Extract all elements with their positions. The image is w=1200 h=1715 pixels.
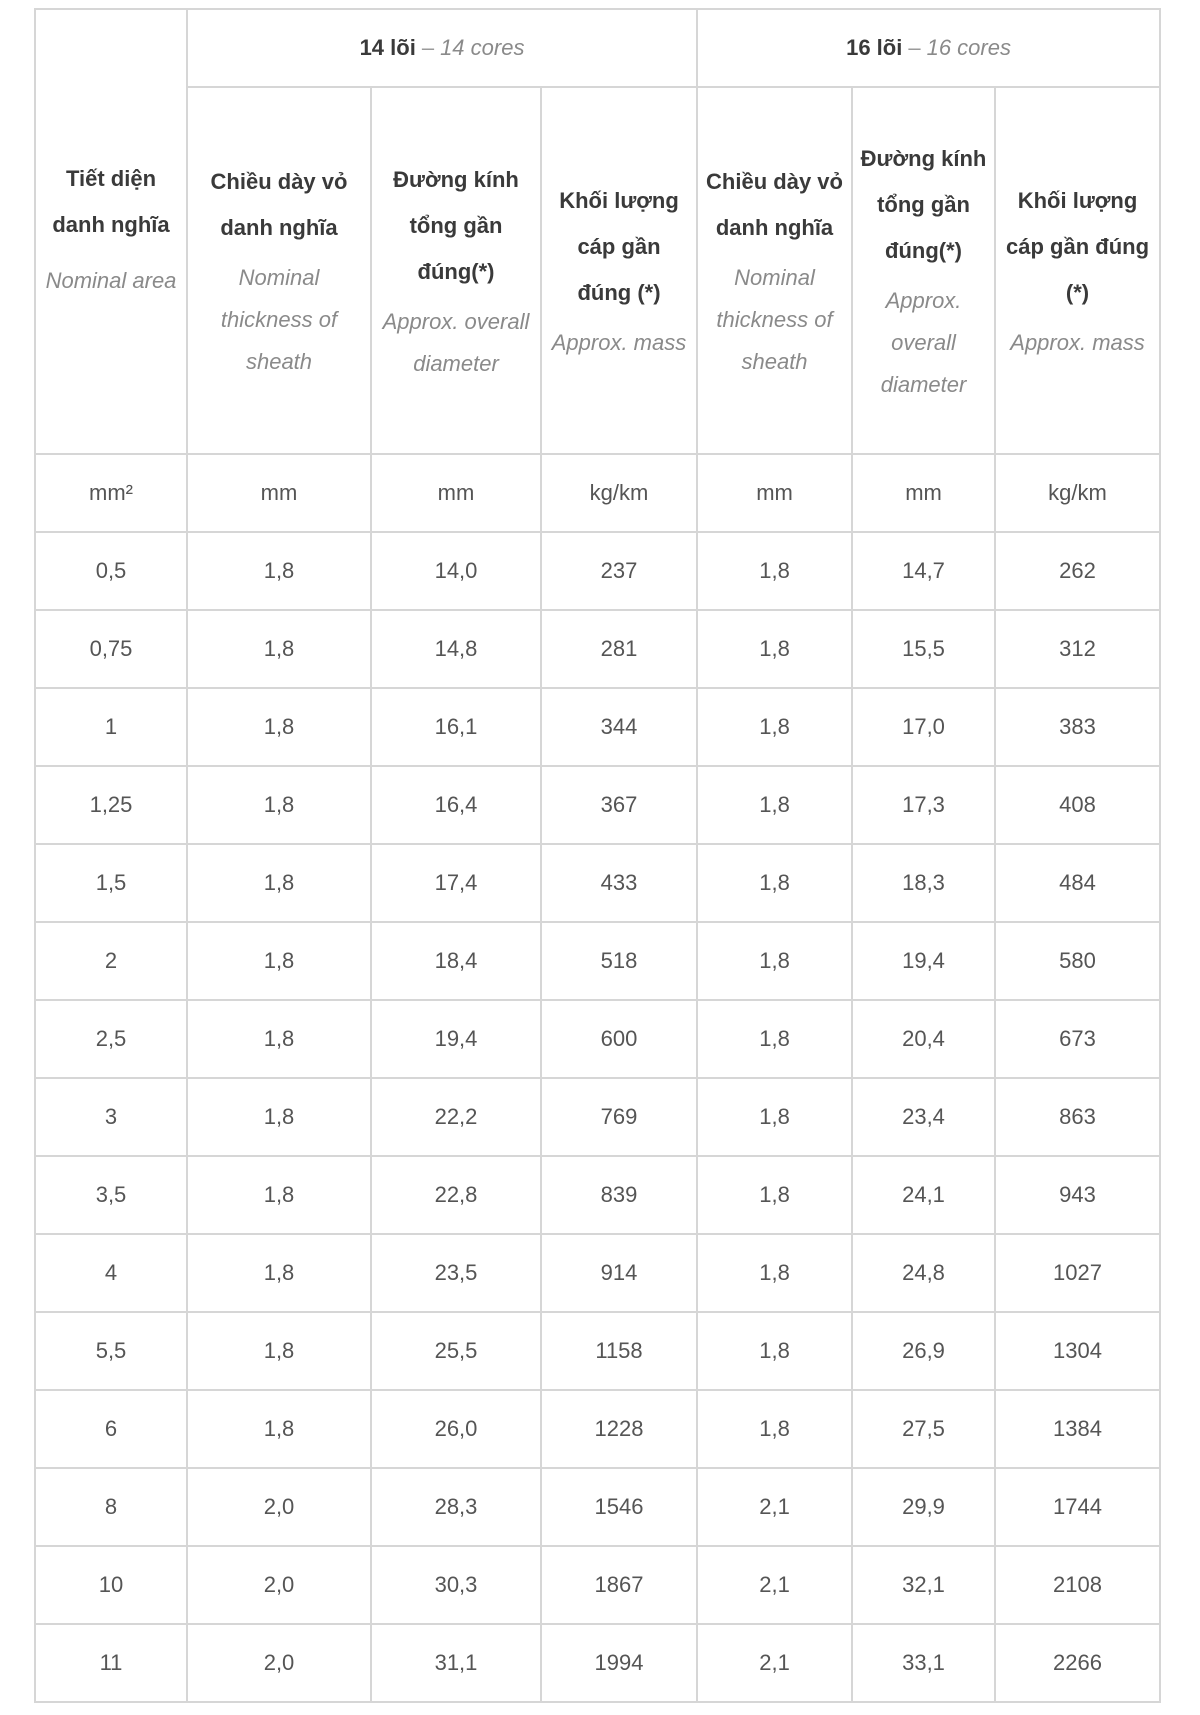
value-cell: 1,8: [697, 844, 852, 922]
value-cell: 32,1: [852, 1546, 995, 1624]
value-cell: 1546: [541, 1468, 697, 1546]
column-header-sheath-thickness-16: [697, 87, 852, 454]
column-label-vi: Đường kính tổng gần đúng(*): [393, 166, 519, 284]
units-row: [35, 454, 1160, 532]
value-cell: 367: [541, 766, 697, 844]
nominal-area-label-en: Nominal area: [45, 267, 177, 293]
value-cell: 1,8: [697, 1156, 852, 1234]
value-cell: 27,5: [852, 1390, 995, 1468]
nominal-area-label-vi: Tiết diện danh nghĩa: [52, 165, 170, 237]
table-row: [35, 1468, 1160, 1546]
value-cell: 14,7: [852, 532, 995, 610]
value-cell: 23,5: [371, 1234, 541, 1312]
value-cell: 2108: [995, 1546, 1160, 1624]
value-cell: 673: [995, 1000, 1160, 1078]
table-row: [35, 844, 1160, 922]
table-row: [35, 1390, 1160, 1468]
value-cell: 1,8: [187, 844, 371, 922]
value-cell: 1228: [541, 1390, 697, 1468]
column-header-overall-diameter-14: [371, 87, 541, 454]
value-cell: 2,1: [697, 1624, 852, 1702]
value-cell: 1,8: [187, 1390, 371, 1468]
value-cell: 26,0: [371, 1390, 541, 1468]
value-cell: 24,8: [852, 1234, 995, 1312]
column-label-vi: Chiều dày vỏ danh nghĩa: [210, 168, 348, 240]
value-cell: 1,8: [697, 922, 852, 1000]
nominal-area-cell: 3,5: [35, 1156, 187, 1234]
table-row: [35, 766, 1160, 844]
value-cell: 1158: [541, 1312, 697, 1390]
value-cell: 18,4: [371, 922, 541, 1000]
value-cell: 2,0: [187, 1624, 371, 1702]
table-row: [35, 1078, 1160, 1156]
unit-cell: mm: [371, 454, 541, 532]
group-16-label-en: 16 cores: [926, 35, 1011, 60]
value-cell: 30,3: [371, 1546, 541, 1624]
value-cell: 31,1: [371, 1624, 541, 1702]
value-cell: 344: [541, 688, 697, 766]
group-14-label-vi: 14 lõi: [359, 35, 416, 60]
value-cell: 33,1: [852, 1624, 995, 1702]
group-14-label-en: 14 cores: [440, 35, 525, 60]
cable-spec-table: [34, 8, 1161, 1703]
value-cell: 15,5: [852, 610, 995, 688]
value-cell: 408: [995, 766, 1160, 844]
nominal-area-cell: 1,25: [35, 766, 187, 844]
value-cell: 1,8: [187, 922, 371, 1000]
value-cell: 1,8: [697, 532, 852, 610]
nominal-area-cell: 5,5: [35, 1312, 187, 1390]
nominal-area-cell: 1: [35, 688, 187, 766]
value-cell: 17,3: [852, 766, 995, 844]
table-row: [35, 1234, 1160, 1312]
column-label-en: Nominal thickness of sheath: [716, 264, 833, 374]
value-cell: 22,8: [371, 1156, 541, 1234]
value-cell: 312: [995, 610, 1160, 688]
value-cell: 25,5: [371, 1312, 541, 1390]
nominal-area-cell: 6: [35, 1390, 187, 1468]
value-cell: 914: [541, 1234, 697, 1312]
nominal-area-cell: 4: [35, 1234, 187, 1312]
value-cell: 1,8: [697, 1000, 852, 1078]
nominal-area-cell: 2: [35, 922, 187, 1000]
value-cell: 17,4: [371, 844, 541, 922]
table-row: [35, 1546, 1160, 1624]
value-cell: 262: [995, 532, 1160, 610]
value-cell: 1,8: [697, 1390, 852, 1468]
value-cell: 1,8: [697, 688, 852, 766]
column-label-en: Approx. overall diameter: [382, 308, 530, 376]
column-header-overall-diameter-16: [852, 87, 995, 454]
value-cell: 18,3: [852, 844, 995, 922]
column-header-approx-mass-14: [541, 87, 697, 454]
group-header-16-cores: [697, 9, 1160, 87]
value-cell: 1,8: [697, 1078, 852, 1156]
value-cell: 484: [995, 844, 1160, 922]
value-cell: 281: [541, 610, 697, 688]
value-cell: 383: [995, 688, 1160, 766]
group-16-separator: –: [908, 35, 921, 60]
value-cell: 518: [541, 922, 697, 1000]
value-cell: 1744: [995, 1468, 1160, 1546]
value-cell: 1,8: [187, 1078, 371, 1156]
value-cell: 1,8: [187, 1000, 371, 1078]
column-label-en: Nominal thickness of sheath: [220, 264, 338, 374]
value-cell: 2266: [995, 1624, 1160, 1702]
column-header-approx-mass-16: [995, 87, 1160, 454]
value-cell: 1,8: [187, 1156, 371, 1234]
value-cell: 863: [995, 1078, 1160, 1156]
value-cell: 1,8: [187, 1312, 371, 1390]
nominal-area-cell: 0,5: [35, 532, 187, 610]
column-label-vi: Khối lượng cáp gần đúng (*): [1006, 187, 1150, 305]
table-row: [35, 1312, 1160, 1390]
value-cell: 22,2: [371, 1078, 541, 1156]
value-cell: 17,0: [852, 688, 995, 766]
column-label-en: Approx. overall diameter: [880, 287, 967, 397]
value-cell: 23,4: [852, 1078, 995, 1156]
column-label-en: Approx. mass: [1010, 329, 1145, 355]
value-cell: 19,4: [371, 1000, 541, 1078]
value-cell: 769: [541, 1078, 697, 1156]
nominal-area-cell: 2,5: [35, 1000, 187, 1078]
unit-cell: kg/km: [541, 454, 697, 532]
value-cell: 1,8: [187, 532, 371, 610]
value-cell: 1,8: [187, 766, 371, 844]
value-cell: 2,1: [697, 1468, 852, 1546]
column-header-sheath-thickness-14: [187, 87, 371, 454]
value-cell: 1,8: [187, 1234, 371, 1312]
table-row: [35, 1000, 1160, 1078]
value-cell: 14,8: [371, 610, 541, 688]
table-row: [35, 1624, 1160, 1702]
value-cell: 1304: [995, 1312, 1160, 1390]
value-cell: 19,4: [852, 922, 995, 1000]
value-cell: 1,8: [187, 610, 371, 688]
value-cell: 28,3: [371, 1468, 541, 1546]
column-label-vi: Chiều dày vỏ danh nghĩa: [706, 168, 843, 240]
value-cell: 1,8: [697, 1312, 852, 1390]
column-label-vi: Đường kính tổng gần đúng(*): [860, 145, 987, 263]
nominal-area-cell: 3: [35, 1078, 187, 1156]
table-row: [35, 688, 1160, 766]
value-cell: 1,8: [697, 766, 852, 844]
column-label-vi: Khối lượng cáp gần đúng (*): [559, 187, 679, 305]
unit-cell: mm: [852, 454, 995, 532]
unit-cell: mm: [697, 454, 852, 532]
value-cell: 24,1: [852, 1156, 995, 1234]
nominal-area-cell: 11: [35, 1624, 187, 1702]
table-row: [35, 1156, 1160, 1234]
value-cell: 29,9: [852, 1468, 995, 1546]
value-cell: 26,9: [852, 1312, 995, 1390]
group-16-label-vi: 16 lõi: [846, 35, 903, 60]
table-row: [35, 922, 1160, 1000]
nominal-area-cell: 0,75: [35, 610, 187, 688]
group-header-14-cores: [187, 9, 697, 87]
table-row: [35, 610, 1160, 688]
value-cell: 1,8: [697, 610, 852, 688]
value-cell: 2,0: [187, 1468, 371, 1546]
value-cell: 16,4: [371, 766, 541, 844]
value-cell: 1994: [541, 1624, 697, 1702]
value-cell: 600: [541, 1000, 697, 1078]
value-cell: 580: [995, 922, 1160, 1000]
table-row: [35, 532, 1160, 610]
value-cell: 2,0: [187, 1546, 371, 1624]
value-cell: 237: [541, 532, 697, 610]
nominal-area-cell: 10: [35, 1546, 187, 1624]
value-cell: 1,8: [697, 1234, 852, 1312]
column-label-en: Approx. mass: [551, 329, 687, 355]
unit-cell: kg/km: [995, 454, 1160, 532]
nominal-area-cell: 8: [35, 1468, 187, 1546]
value-cell: 1867: [541, 1546, 697, 1624]
value-cell: 839: [541, 1156, 697, 1234]
value-cell: 20,4: [852, 1000, 995, 1078]
value-cell: 433: [541, 844, 697, 922]
unit-cell: mm: [187, 454, 371, 532]
value-cell: 1384: [995, 1390, 1160, 1468]
nominal-area-header: [35, 9, 187, 454]
unit-cell: mm²: [35, 454, 187, 532]
value-cell: 1,8: [187, 688, 371, 766]
value-cell: 14,0: [371, 532, 541, 610]
value-cell: 16,1: [371, 688, 541, 766]
value-cell: 943: [995, 1156, 1160, 1234]
value-cell: 1027: [995, 1234, 1160, 1312]
value-cell: 2,1: [697, 1546, 852, 1624]
nominal-area-cell: 1,5: [35, 844, 187, 922]
group-14-separator: –: [421, 35, 435, 60]
